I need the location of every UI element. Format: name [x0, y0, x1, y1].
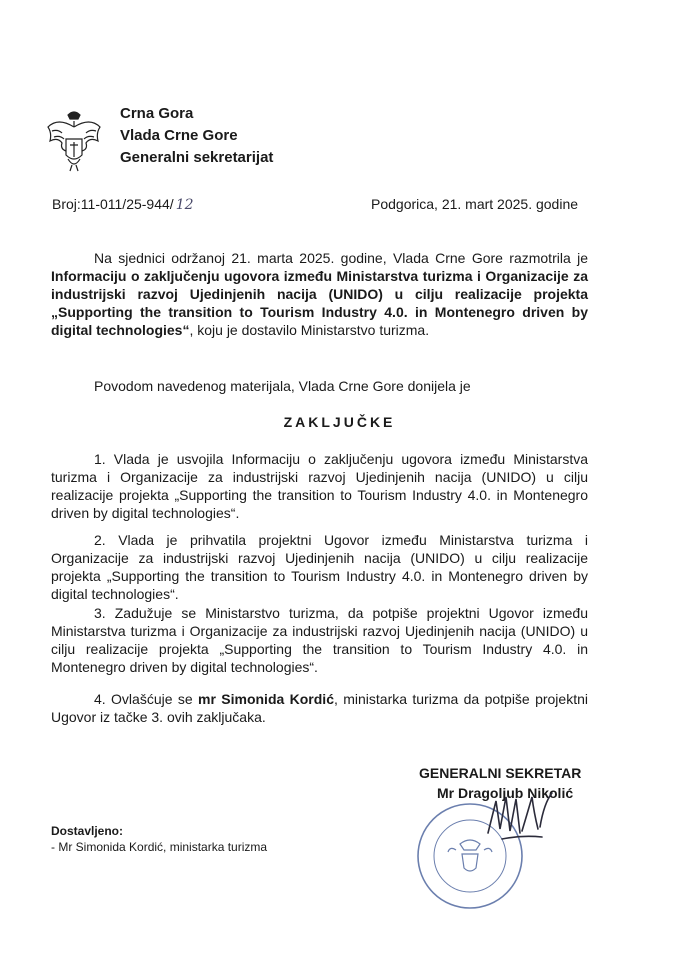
conclusion-item-3: 3. Zadužuje se Ministarstvo turizma, da potpiše projektni Ugovor između Ministarstva turizma i Organizacije za industrijski razvoj Ujedinjenih nacija (UNIDO) u cilju realizacije projekta „Supporting the transition to Tourism Industry 4.0. in Montenegro driven by digital technologies“.: [51, 605, 588, 675]
header-secretariat: Generalni sekretarijat: [120, 149, 274, 166]
header-country: Crna Gora: [120, 105, 194, 122]
povodom-paragraph: Povodom navedenog materijala, Vlada Crne Gore donijela je: [94, 378, 471, 394]
signatory-name: Mr Dragoljub Nikolić: [437, 785, 574, 801]
intro-text-2: , koju je dostavilo Ministarstvo turizma.: [189, 322, 430, 338]
conclusions-title: ZAKLJUČKE: [283, 414, 396, 430]
institution-header: [120, 103, 273, 169]
intro-text-1: Na sjednici održanoj 21. marta 2025. godine, Vlada Crne Gore razmotrila je: [94, 250, 588, 266]
conclusion-item-4: [51, 690, 588, 726]
item4-bold-name: mr Simonida Kordić: [198, 691, 334, 707]
reference-number: [52, 196, 194, 213]
place-date: Podgorica, 21. mart 2025. godine: [371, 196, 579, 212]
reference-number-text: Broj:11-011/25-944/: [52, 196, 174, 212]
intro-paragraph: [51, 249, 588, 339]
header-government: Vlada Crne Gore: [120, 127, 238, 144]
signatory-title: GENERALNI SEKRETAR: [419, 765, 582, 781]
conclusion-item-1: 1. Vlada je usvojila Informaciju o zaključenju ugovora između Ministarstva turizma i Organizacije za industrijski razvoj Ujedinjenih nacija (UNIDO) u cilju realizacije projekta „Supporting the transition to Tourism Industry 4.0. in Montenegro driven by digital technologies“.: [51, 451, 588, 521]
item4-text-1: 4. Ovlašćuje se: [94, 691, 199, 707]
item4-text-2: , ministarka turizma da potpiše projektni Ugovor iz tačke 3. ovih zaključaka.: [51, 691, 588, 725]
reference-handwritten-suffix: 12: [175, 197, 194, 213]
handwritten-signature: [482, 783, 562, 843]
coat-of-arms-icon: [44, 109, 104, 173]
intro-bold-subject: Informaciju o zaključenju ugovora između Ministarstva turizma i Organizacije za industrijski razvoj Ujedinjenih nacija (UNIDO) u cilju realizacije projekta „Supporting the transition to Tourism Industry 4.0. in Montenegro driven by digital technologies“: [51, 268, 588, 338]
distribution-item: - Mr Simonida Kordić, ministarka turizma: [51, 840, 268, 854]
conclusion-item-2: 2. Vlada je prihvatila projektni Ugovor između Ministarstva turizma i Organizacije za industrijski razvoj Ujedinjenih nacija (UNIDO) u cilju realizacije projekta „Supporting the transition to Tourism Industry 4.0. in Montenegro driven by digital technologies“.: [51, 532, 588, 602]
distribution-label: Dostavljeno:: [51, 824, 124, 838]
